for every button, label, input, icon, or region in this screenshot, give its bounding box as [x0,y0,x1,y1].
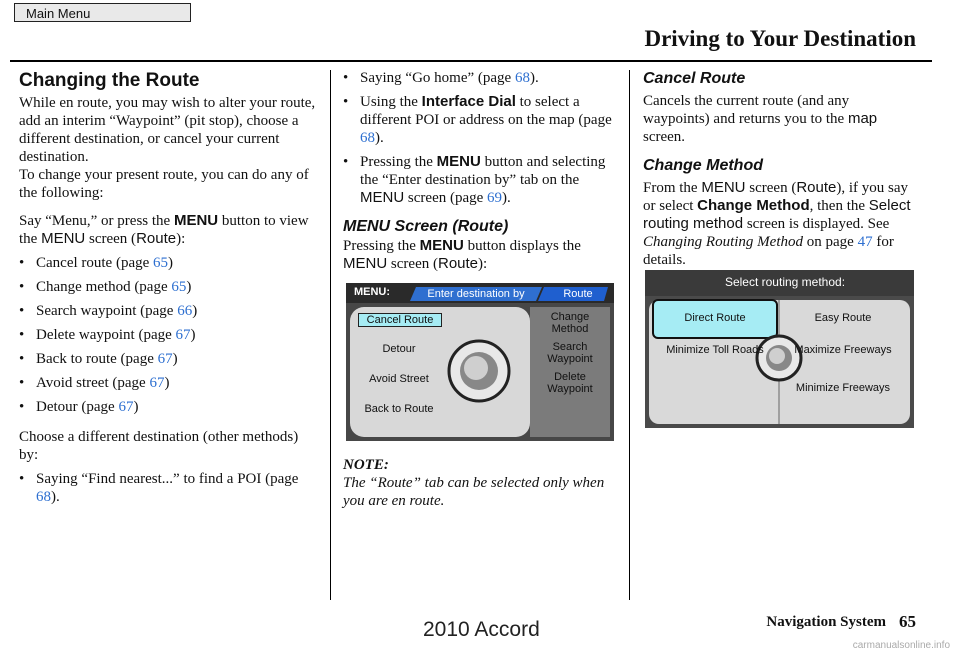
list-item: • Pressing the MENU button and selecting the “Enter destination by” tab on the MENU screen (page 69). [343,153,618,207]
footer-page-number: 65 [899,612,916,631]
column-divider [330,70,331,600]
menu-title: MENU: [353,286,391,298]
column-middle [343,69,618,273]
column-left [19,69,319,506]
page-link[interactable]: 47 [857,234,873,250]
tab-route[interactable]: Route [563,288,593,300]
footer-model: 2010 Accord [423,618,540,641]
section-heading: Changing the Route [19,70,200,91]
routing-option[interactable]: Direct Route [684,312,746,324]
routing-method-screen-image [645,270,914,428]
list-item: • Avoid street (page 67) [19,374,319,392]
cancel-paragraph: Cancels the current route (and any waypoints) and returns you to the map screen. [643,93,878,145]
change-paragraph: From the MENU screen (Route), if you say or select Change Method, then the Select routing method screen is displayed. See Changing Routing Method on page 47 for details. [643,179,911,268]
main-menu-button[interactable]: Main Menu [14,3,191,22]
menu-button[interactable]: Search Waypoint [547,341,593,365]
page-link[interactable]: 65 [153,255,169,271]
routing-option[interactable]: Easy Route [814,312,872,324]
page-link[interactable]: 67 [157,351,173,367]
page-link[interactable]: 65 [171,279,187,295]
route-options-list [19,254,319,416]
list-item: • Saying “Go home” (page 68). [343,69,618,87]
watermark: carmanualsonline.info [852,640,950,651]
routing-option[interactable]: Minimize Freeways [795,382,891,394]
subsection-heading-cancel: Cancel Route [643,70,746,87]
note-text: The “Route” tab can be selected only when you are en route. [343,475,605,509]
menu-button[interactable]: Delete Waypoint [547,371,593,395]
menu-button[interactable]: Detour [382,343,416,355]
list-item: • Delete waypoint (page 67) [19,326,319,344]
page-header-title: Driving to Your Destination [644,26,916,51]
menu-button[interactable]: Change Method [550,311,590,335]
page-link[interactable]: 67 [118,399,134,415]
subsection-heading-change: Change Method [643,157,763,174]
page-link[interactable]: 68 [360,130,375,146]
page-link[interactable]: 67 [149,375,165,391]
say-menu-paragraph: Say “Menu,” or press the MENU button to view the MENU screen (Route): [19,212,309,247]
intro-paragraph: While en route, you may wish to alter your route, add an interim “Waypoint” (pit stop), choose a different destination, or cancel your current destination. [19,95,316,165]
footer-nav-system: Navigation System [766,614,886,630]
page-link[interactable]: 66 [177,303,193,319]
menu-button[interactable]: Avoid Street [369,373,429,385]
page-link[interactable]: 68 [36,489,51,505]
pressing-paragraph: Pressing the MENU button displays the MENU screen (Route): [343,237,581,272]
column-divider [629,70,630,600]
choose-paragraph: Choose a different destination (other methods) by: [19,429,299,463]
list-item: • Using the Interface Dial to select a different POI or address on the map (page 68). [343,93,618,147]
list-item: • Saying “Find nearest...” to find a POI (page 68). [19,470,319,506]
page-link[interactable]: 68 [514,70,530,86]
column-right [643,69,918,269]
menu-screen-image [346,283,614,441]
routing-title: Select routing method: [724,275,846,289]
routing-option[interactable]: Minimize Toll Roads [666,344,764,356]
list-item: • Search waypoint (page 66) [19,302,319,320]
tab-enter-destination[interactable]: Enter destination by [427,288,525,300]
options-paragraph: To change your present route, you can do any of the following: [19,167,309,201]
note-block [343,456,618,510]
routing-option[interactable]: Maximize Freeways [794,344,892,356]
page-link[interactable]: 67 [175,327,191,343]
page-link[interactable]: 69 [487,190,503,206]
list-item: • Change method (page 65) [19,278,319,296]
note-title: NOTE: [343,457,389,473]
list-item: • Detour (page 67) [19,398,319,416]
subsection-heading: MENU Screen (Route) [343,218,509,235]
list-item: • Cancel route (page 65) [19,254,319,272]
menu-button[interactable]: Cancel Route [358,313,442,327]
list-item: • Back to route (page 67) [19,350,319,368]
menu-button[interactable]: Back to Route [364,403,434,415]
header-rule [10,60,932,62]
